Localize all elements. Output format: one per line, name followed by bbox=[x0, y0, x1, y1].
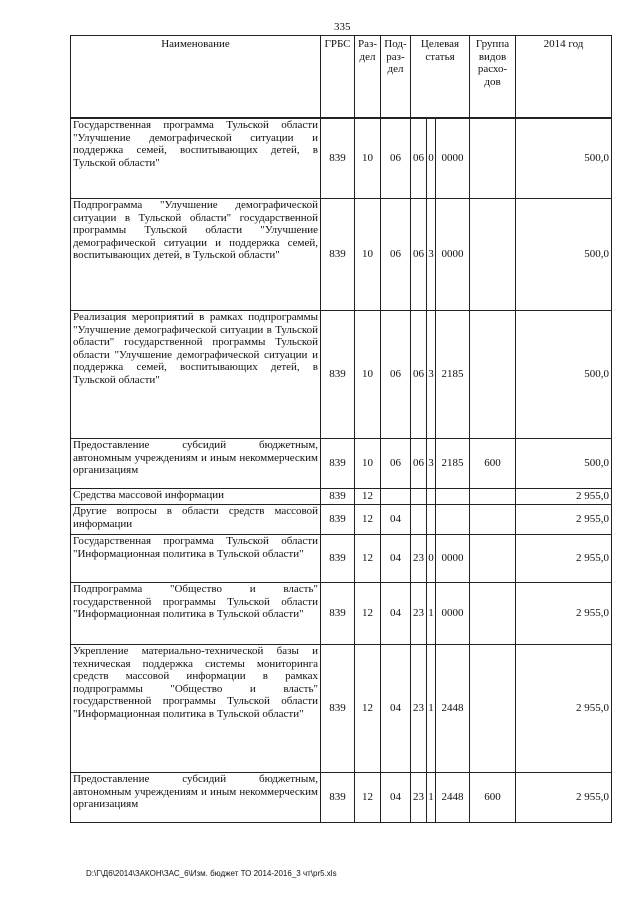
row-vr bbox=[470, 119, 516, 199]
row-razdel: 12 bbox=[355, 489, 381, 505]
row-cs-code: 2448 bbox=[436, 645, 470, 773]
row-cs-subprogram: 3 bbox=[427, 199, 436, 311]
row-amount: 500,0 bbox=[516, 439, 612, 489]
row-podrazdel bbox=[381, 489, 411, 505]
row-grbs: 839 bbox=[321, 505, 355, 535]
row-vr bbox=[470, 489, 516, 505]
row-cs-code: 0000 bbox=[436, 119, 470, 199]
row-cs-code: 0000 bbox=[436, 583, 470, 645]
row-amount: 2 955,0 bbox=[516, 583, 612, 645]
row-vr: 600 bbox=[470, 773, 516, 823]
row-podrazdel: 04 bbox=[381, 773, 411, 823]
page-number: 335 bbox=[334, 21, 351, 33]
row-amount: 2 955,0 bbox=[516, 535, 612, 583]
row-podrazdel: 04 bbox=[381, 535, 411, 583]
row-grbs: 839 bbox=[321, 583, 355, 645]
table-row bbox=[71, 119, 612, 199]
row-razdel: 10 bbox=[355, 199, 381, 311]
row-cs-subprogram: 1 bbox=[427, 645, 436, 773]
row-podrazdel: 04 bbox=[381, 645, 411, 773]
budget-table bbox=[70, 35, 612, 823]
row-cs-code: 2185 bbox=[436, 311, 470, 439]
header-gruppa-vidov: Группа видов расхо-дов bbox=[470, 36, 516, 118]
row-grbs: 839 bbox=[321, 439, 355, 489]
row-vr bbox=[470, 199, 516, 311]
table-row bbox=[71, 489, 612, 505]
row-name: Реализация мероприятий в рамках подпрограммы "Улучшение демографической ситуации в Тульской области" государственной программы Тульской области "Улучшение демографической ситуации и поддержка семей, воспитывающих детей, в Тульской области" bbox=[71, 311, 321, 439]
row-name: Другие вопросы в области средств массовой информации bbox=[71, 505, 321, 535]
row-grbs: 839 bbox=[321, 645, 355, 773]
row-razdel: 12 bbox=[355, 535, 381, 583]
table-row bbox=[71, 645, 612, 773]
row-name: Государственная программа Тульской области "Информационная политика в Тульской области" bbox=[71, 535, 321, 583]
row-cs-program: 23 bbox=[411, 583, 427, 645]
row-podrazdel: 06 bbox=[381, 311, 411, 439]
header-name: Наименование bbox=[71, 36, 321, 118]
row-name: Подпрограмма "Улучшение демографической ситуации в Тульской области" государственной программы Тульской области "Улучшение демографической ситуации и поддержка семей, воспитывающих детей, в Тульской области" bbox=[71, 199, 321, 311]
row-cs-program bbox=[411, 505, 427, 535]
row-razdel: 12 bbox=[355, 645, 381, 773]
row-amount: 2 955,0 bbox=[516, 645, 612, 773]
row-vr bbox=[470, 505, 516, 535]
row-podrazdel: 04 bbox=[381, 583, 411, 645]
row-cs-program: 06 bbox=[411, 199, 427, 311]
row-cs-program: 23 bbox=[411, 773, 427, 823]
row-name: Предоставление субсидий бюджетным, автономным учреждениям и иным некоммерческим организациям bbox=[71, 773, 321, 823]
table-row bbox=[71, 311, 612, 439]
row-razdel: 12 bbox=[355, 773, 381, 823]
header-year-2014: 2014 год bbox=[516, 36, 612, 118]
row-podrazdel: 06 bbox=[381, 439, 411, 489]
row-cs-program: 06 bbox=[411, 311, 427, 439]
row-razdel: 10 bbox=[355, 119, 381, 199]
row-grbs: 839 bbox=[321, 119, 355, 199]
row-amount: 2 955,0 bbox=[516, 773, 612, 823]
row-amount: 500,0 bbox=[516, 199, 612, 311]
row-cs-program: 23 bbox=[411, 535, 427, 583]
row-podrazdel: 04 bbox=[381, 505, 411, 535]
row-vr: 600 bbox=[470, 439, 516, 489]
row-name: Предоставление субсидий бюджетным, автономным учреждениям и иным некоммерческим организациям bbox=[71, 439, 321, 489]
row-vr bbox=[470, 311, 516, 439]
header-celevaya-statya: Целевая статья bbox=[411, 36, 470, 118]
row-vr bbox=[470, 535, 516, 583]
row-grbs: 839 bbox=[321, 311, 355, 439]
row-cs-code: 2185 bbox=[436, 439, 470, 489]
row-vr bbox=[470, 583, 516, 645]
row-grbs: 839 bbox=[321, 489, 355, 505]
header-razdel: Раз-дел bbox=[355, 36, 381, 118]
row-cs-subprogram: 3 bbox=[427, 439, 436, 489]
table-row bbox=[71, 773, 612, 823]
table-row bbox=[71, 505, 612, 535]
row-cs-subprogram bbox=[427, 505, 436, 535]
header-podrazdel: Под-раз-дел bbox=[381, 36, 411, 118]
row-razdel: 12 bbox=[355, 583, 381, 645]
row-cs-subprogram: 0 bbox=[427, 119, 436, 199]
row-podrazdel: 06 bbox=[381, 119, 411, 199]
header-grbs: ГРБС bbox=[321, 36, 355, 118]
row-cs-code: 0000 bbox=[436, 535, 470, 583]
table-row bbox=[71, 439, 612, 489]
row-name: Подпрограмма "Общество и власть" государственной программы Тульской области "Информационная политика в Тульской области" bbox=[71, 583, 321, 645]
row-cs-subprogram bbox=[427, 489, 436, 505]
row-grbs: 839 bbox=[321, 535, 355, 583]
row-razdel: 12 bbox=[355, 505, 381, 535]
row-cs-subprogram: 1 bbox=[427, 773, 436, 823]
row-cs-subprogram: 0 bbox=[427, 535, 436, 583]
table-row bbox=[71, 535, 612, 583]
row-razdel: 10 bbox=[355, 439, 381, 489]
row-amount: 2 955,0 bbox=[516, 489, 612, 505]
row-amount: 500,0 bbox=[516, 311, 612, 439]
row-vr bbox=[470, 645, 516, 773]
row-name: Государственная программа Тульской области "Улучшение демографической ситуации и поддержка семей, воспитывающих детей, в Тульской области" bbox=[71, 119, 321, 199]
row-cs-code: 0000 bbox=[436, 199, 470, 311]
row-cs-program: 23 bbox=[411, 645, 427, 773]
row-cs-program: 06 bbox=[411, 439, 427, 489]
row-cs-code bbox=[436, 489, 470, 505]
row-amount: 2 955,0 bbox=[516, 505, 612, 535]
table-header-row bbox=[71, 36, 612, 118]
file-path-footer: D:\Г\Д6\2014\ЗАКОН\ЗАС_6\Изм. бюджет ТО 2014-2016_3 чт\pr5.xls bbox=[86, 869, 337, 878]
table-row bbox=[71, 583, 612, 645]
row-grbs: 839 bbox=[321, 773, 355, 823]
table-row bbox=[71, 199, 612, 311]
row-cs-subprogram: 1 bbox=[427, 583, 436, 645]
row-amount: 500,0 bbox=[516, 119, 612, 199]
row-cs-code: 2448 bbox=[436, 773, 470, 823]
row-cs-program bbox=[411, 489, 427, 505]
row-cs-program: 06 bbox=[411, 119, 427, 199]
row-podrazdel: 06 bbox=[381, 199, 411, 311]
row-name: Укрепление материально-технической базы и техническая поддержка системы мониторинга средств массовой информации в рамках подпрограммы "Общество и власть" государственной программы Тульской области "Информационная политика в Тульской области" bbox=[71, 645, 321, 773]
row-grbs: 839 bbox=[321, 199, 355, 311]
row-cs-code bbox=[436, 505, 470, 535]
row-razdel: 10 bbox=[355, 311, 381, 439]
row-cs-subprogram: 3 bbox=[427, 311, 436, 439]
row-name: Средства массовой информации bbox=[71, 489, 321, 505]
